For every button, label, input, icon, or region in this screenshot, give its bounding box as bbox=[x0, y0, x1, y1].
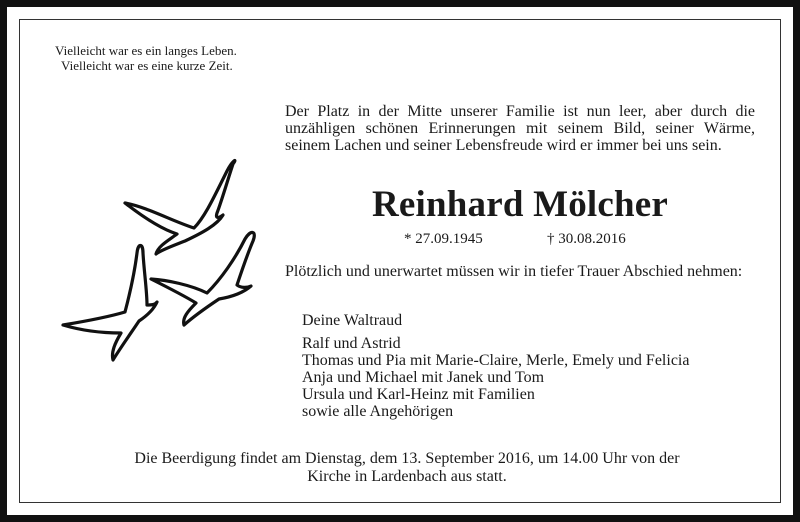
motto-line-2: Vielleicht war es eine kurze Zeit. bbox=[61, 58, 233, 73]
mourner-line: sowie alle Angehörigen bbox=[302, 403, 454, 420]
farewell-text: Plötzlich und unerwartet müssen wir in tiefer Trauer Abschied nehmen: bbox=[285, 263, 743, 280]
birth-date: * 27.09.1945 bbox=[404, 231, 483, 247]
mourner-line: Ralf und Astrid bbox=[302, 335, 401, 352]
mourners-list bbox=[302, 312, 689, 420]
funeral-line-1: Die Beerdigung findet am Dienstag, dem 13. September 2016, um 14.00 Uhr von der bbox=[134, 450, 680, 467]
mourner-line: Deine Waltraud bbox=[302, 312, 403, 329]
funeral-notice bbox=[47, 450, 767, 486]
death-date: † 30.08.2016 bbox=[547, 231, 626, 247]
flying-birds-icon bbox=[57, 147, 267, 367]
deceased-name: Reinhard Mölcher bbox=[371, 184, 669, 225]
intro-text: Der Platz in der Mitte unserer Familie ist nun leer, aber durch die unzähligen schönen Erinnerungen mit seinem Bild, seiner Wärme, seinem Lachen und seiner Lebensfreude wird er immer bei uns sein. bbox=[285, 103, 755, 154]
funeral-line-2: Kirche in Lardenbach aus statt. bbox=[307, 468, 507, 485]
motto-line-1: Vielleicht war es ein langes Leben. bbox=[55, 43, 237, 58]
motto bbox=[55, 43, 237, 73]
mourner-line: Ursula und Karl-Heinz mit Familien bbox=[302, 386, 535, 403]
mourner-line: Anja und Michael mit Janek und Tom bbox=[302, 369, 545, 386]
mourner-line: Thomas und Pia mit Marie-Claire, Merle, Emely und Felicia bbox=[302, 352, 690, 369]
